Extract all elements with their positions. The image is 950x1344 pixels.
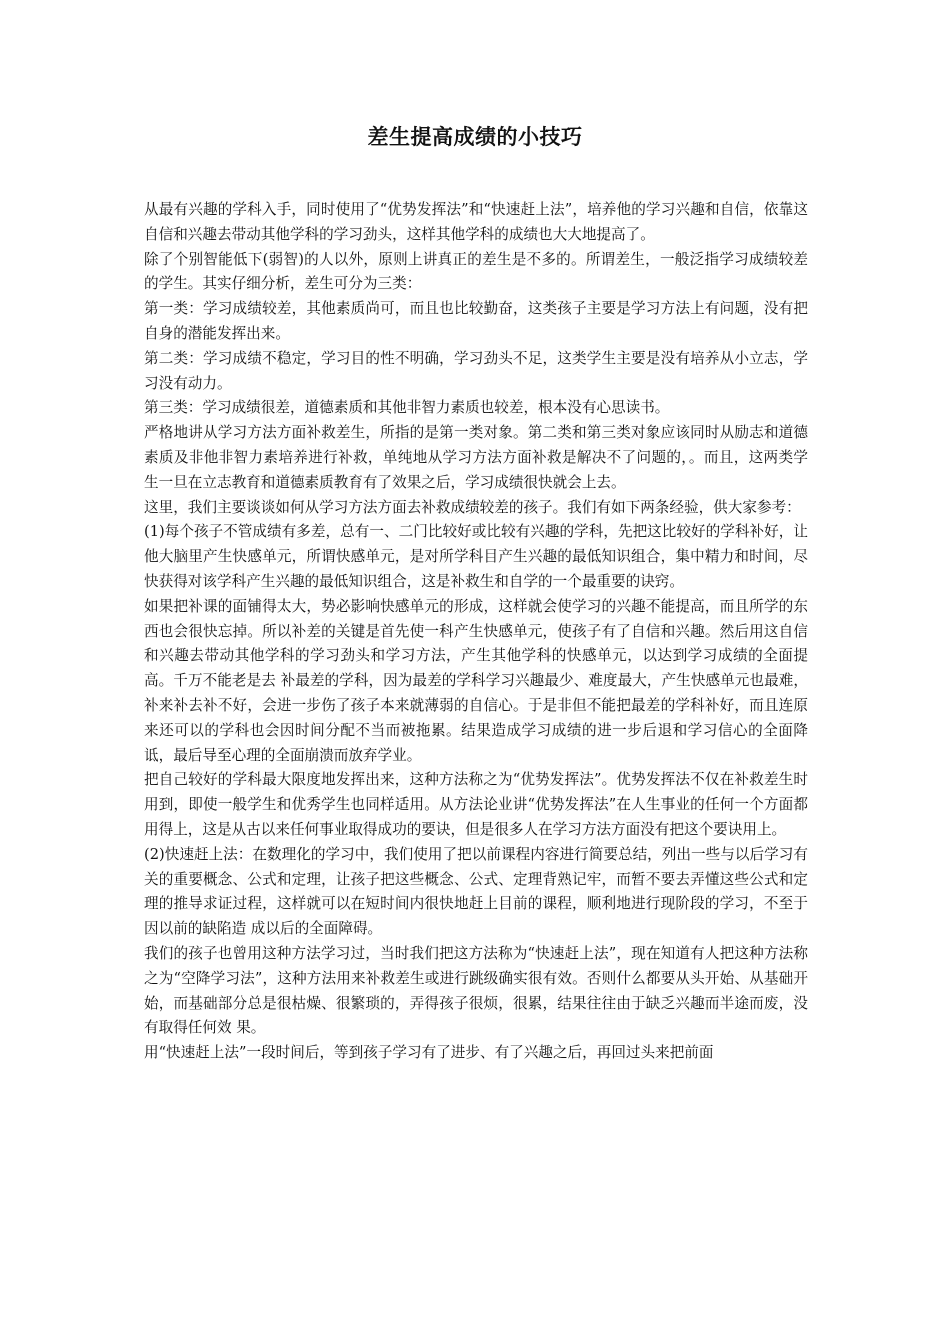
paragraph-intro: 从最有兴趣的学科入手，同时使用了“优势发挥法”和“快速赶上法”，培养他的学习兴趣和自信，依靠这自信和兴趣去带动其他学科的学习劲头，这样其他学科的成绩也大大地提高了。 xyxy=(144,201,808,243)
paragraph-type-three: 第三类：学习成绩很差，道德素质和其他非智力素质也较差，根本没有心思读书。 xyxy=(144,399,670,417)
paragraph-experience-intro: 这里，我们主要谈谈如何从学习方法方面去补救成绩较差的孩子。我们有如下两条经验，供大家参考： xyxy=(144,498,801,516)
paragraph-type-two: 第二类：学习成绩不稳定，学习目的性不明确，学习劲头不足，这类学生主要是没有培养从小立志，学习没有动力。 xyxy=(144,349,808,392)
paragraph-method-one-detail: 如果把补课的面铺得太大，势必影响快感单元的形成，这样就会使学习的兴趣不能提高，而且所学的东西也会很快忘掉。所以补差的关键是首先使一科产生快感单元，使孩子有了自信和兴趣。然后用这自信和兴趣去带动其他学科的学习劲头和学习方法，产生其他学科的快感单元，以达到学习成绩的全面提高。千万不能老是去 补最差的学科，因为最差的学科学习兴趣最少、难度最大，产生快感单元也最难，补来补去补不好，会进一步伤了孩子本来就薄弱的自信心。于是非但不能把最差的学科补好，而且连原来还可以的学科也会因时间分配不当而被拖累。结果造成学习成绩的进一步后退和学习信心的全面降诋，最后导至心理的全面崩溃而放弃学业。 xyxy=(144,597,808,764)
paragraph-advantage-method: 把自己较好的学科最大限度地发挥出来，这种方法称之为“优势发挥法”。优势发挥法不仅在补救差生时用到，即使一般学生和优秀学生也同样适用。从方法论业讲“优势发挥法”在人生事业的任何一个方面都用得上，这是从古以来任何事业取得成功的要诀，但是很多人在学习方法方面没有把这个要诀用上。 xyxy=(144,771,808,838)
paragraph-type-one: 第一类：学习成绩较差，其他素质尚可，而且也比较勤奋，这类孩子主要是学习方法上有问题，没有把自身的潜能发挥出来。 xyxy=(144,300,808,342)
paragraph-definition: 除了个别智能低下(弱智)的人以外，原则上讲真正的差生是不多的。所谓差生，一般泛指学习成绩较差的学生。其实仔细分析，差生可分为三类： xyxy=(144,250,808,293)
paragraph-scope: 严格地讲从学习方法方面补救差生，所指的是第一类对象。第二类和第三类对象应该同时从励志和道德素质及非他非智力素培养进行补救，单纯地从学习方法方面补救是解决不了问题的，。而且，这两类学生一旦在立志教育和道德素质教育有了效果之后，学习成绩很快就会上去。 xyxy=(144,424,808,491)
paragraph-method-one: (1)每个孩子不管成绩有多差，总有一、二门比较好或比较有兴趣的学科，先把这比较好的学科补好，让他大脑里产生快感单元，所谓快感单元，是对所学科目产生兴趣的最低知识组合，集中精力和时间，尽快获得对该学科产生兴趣的最低知识组合，这是补救生和自学的一个最重要的诀窍。 xyxy=(144,523,808,590)
paragraph-method-two-detail: 我们的孩子也曾用这种方法学习过，当时我们把这方法称为“快速赶上法”，现在知道有人把这种方法称之为“空降学习法”，这种方法用来补救差生或进行跳级确实很有效。否则什么都要从头开始、从基础开始，而基础部分总是很枯燥、很繁琐的，弄得孩子很烦，很累，结果往往由于缺乏兴趣而半途而废，没有取得任何效 果。 xyxy=(144,944,808,1037)
document-body xyxy=(144,198,808,1066)
document-title: 差生提高成绩的小技巧 xyxy=(367,124,583,149)
paragraph-followup: 用“快速赶上法”一段时间后，等到孩子学习有了进步、有了兴趣之后，再回过头来把前面 xyxy=(144,1044,714,1062)
paragraph-method-two: (2)快速赶上法：在数理化的学习中，我们使用了把以前课程内容进行简要总结，列出一些与以后学习有关的重要概念、公式和定理，让孩子把这些概念、公式、定理背熟记牢，而暂不要去弄懂这些公式和定理的推导求证过程，这样就可以在短时间内很快地赶上目前的课程，顺利地进行现阶段的学习，不至于因以前的缺陷造 成以后的全面障碍。 xyxy=(144,845,808,938)
